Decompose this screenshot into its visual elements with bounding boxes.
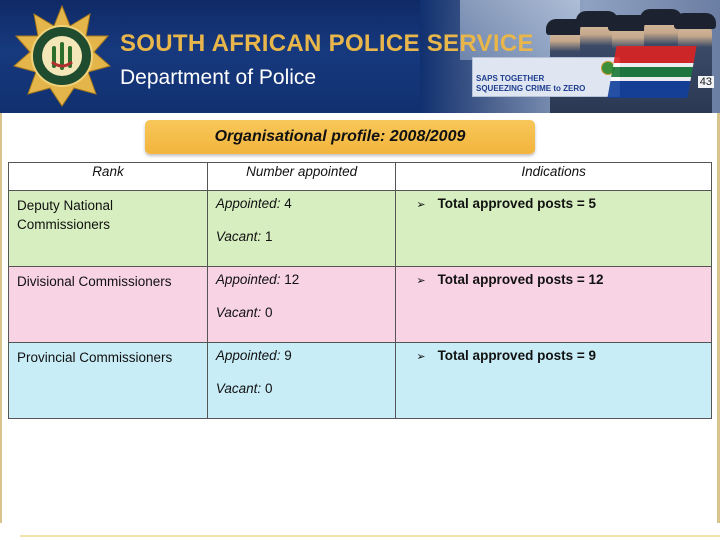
section-title: Organisational profile: 2008/2009 [145,120,535,154]
arrow-bullet-icon: ➢ [416,351,426,363]
table-header-row [9,163,712,191]
rank-cell: Divisional Commissioners [9,267,208,343]
slogan-banner [472,57,620,97]
header-number-appointed: Number appointed [207,163,395,191]
number-cell [207,191,395,267]
indication-text: Total approved posts = 5 [437,196,596,211]
vacant-value: 0 [264,305,273,320]
vacant-line: Vacant: 1 [215,229,273,244]
appointed-line: Appointed: 9 [215,348,292,363]
appointed-line: Appointed: 12 [215,272,300,287]
indication-cell [396,343,712,419]
header-indications: Indications [396,163,712,191]
rank-cell: Deputy National Commissioners [9,191,208,267]
flag-graphic-icon [607,46,696,98]
arrow-bullet-icon: ➢ [416,275,426,287]
saps-star-badge-icon [10,4,114,108]
table-row [9,191,712,267]
header-subtitle: Department of Police [120,66,317,89]
indication-text: Total approved posts = 12 [437,272,604,287]
arrow-bullet-icon: ➢ [416,199,426,211]
bottom-divider [20,535,720,537]
table-row [9,343,712,419]
header-title: SOUTH AFRICAN POLICE SERVICE [120,30,534,57]
appointed-value: 12 [284,272,300,287]
header-rank: Rank [9,163,208,191]
header-banner [0,0,720,113]
indication-cell [396,191,712,267]
slogan-line-2: SQUEEZING CRIME to ZERO [476,84,586,93]
indication-cell [396,267,712,343]
indication-text: Total approved posts = 9 [437,348,596,363]
table-row [9,267,712,343]
organisational-profile-table [8,162,712,419]
appointed-line: Appointed: 4 [215,196,292,211]
page-number: 43 [699,76,712,88]
left-border [0,113,2,523]
vacant-value: 1 [264,229,273,244]
slogan-line-1: SAPS TOGETHER [476,74,545,83]
number-cell [207,343,395,419]
vacant-line: Vacant: 0 [215,305,273,320]
vacant-line: Vacant: 0 [215,381,273,396]
number-cell [207,267,395,343]
appointed-value: 4 [284,196,292,211]
vacant-value: 0 [264,381,273,396]
rank-cell: Provincial Commissioners [9,343,208,419]
appointed-value: 9 [284,348,292,363]
